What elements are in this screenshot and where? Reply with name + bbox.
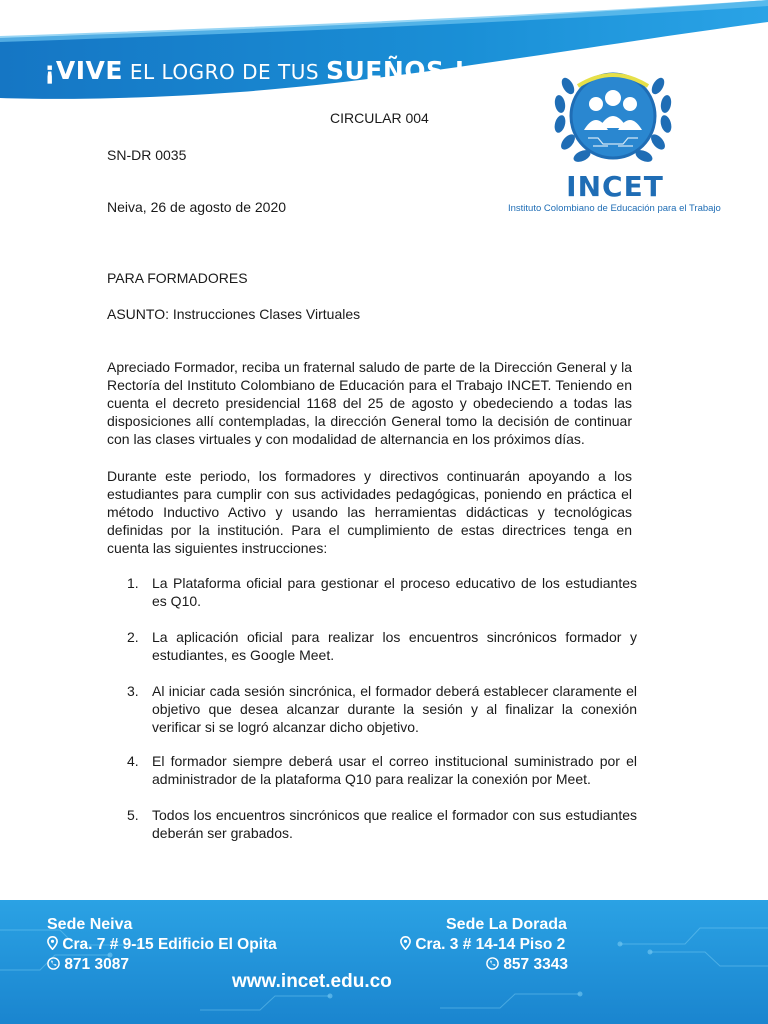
list-item-number: 5. xyxy=(127,807,139,823)
footer-website-link[interactable]: www.incet.edu.co xyxy=(232,971,392,992)
location-pin-icon xyxy=(400,936,411,950)
footer-left-address-row xyxy=(47,936,277,954)
logo-subtitle: Instituto Colombiano de Educación para el Trabajo xyxy=(508,203,721,214)
document-subject: ASUNTO: Instrucciones Clases Virtuales xyxy=(107,306,361,322)
phone-icon xyxy=(47,957,60,970)
document-date: Neiva, 26 de agosto de 2020 xyxy=(107,199,287,215)
footer-left-phone-row xyxy=(47,956,129,974)
incet-logo-emblem xyxy=(548,46,678,174)
list-item-number: 4. xyxy=(127,753,139,769)
footer-right-address: Cra. 3 # 14-14 Piso 2 xyxy=(415,936,566,953)
logo-name: INCET xyxy=(566,170,664,203)
list-item-text: La aplicación oficial para realizar los encuentros sincrónicos formador y estudiantes, es Google Meet. xyxy=(152,629,637,663)
footer-left-address: Cra. 7 # 9-15 Edificio El Opita xyxy=(62,936,277,953)
slogan-suenos: SUEÑOS xyxy=(325,56,445,85)
list-item-number: 2. xyxy=(127,629,139,645)
circular-number: CIRCULAR 004 xyxy=(330,110,429,126)
footer-right-title: Sede La Dorada xyxy=(446,916,567,933)
document-recipients: PARA FORMADORES xyxy=(107,270,248,286)
footer-right-phone-row xyxy=(486,956,568,974)
document-reference: SN-DR 0035 xyxy=(107,147,187,163)
list-item-text: Todos los encuentros sincrónicos que realice el formador con sus estudiantes deberán ser grabados. xyxy=(152,807,637,841)
header-slogan xyxy=(44,56,466,85)
list-item-number: 1. xyxy=(127,575,139,591)
list-item-text: El formador siempre deberá usar el correo institucional suministrado por el administrador de la plataforma Q10 para realizar la conexión por Meet. xyxy=(152,753,637,787)
paragraph-instructions-intro: Durante este periodo, los formadores y directivos continuarán apoyando a los estudiantes para cumplir con sus actividades pedagógicas, poniendo en práctica el método Inductivo Activo y usando las herramientas didácticas y tecnológicas definidas por la institución. Para el cumplimiento de estas directrices tenga en cuenta las siguientes instrucciones: xyxy=(107,468,632,556)
slogan-middle: EL LOGRO DE TUS xyxy=(122,60,326,84)
paragraph-greeting: Apreciado Formador, reciba un fraternal saludo de parte de la Dirección General y la Rectoría del Instituto Colombiano de Educación para el Trabajo INCET. Teniendo en cuenta el decreto presidencial 1168 del 25 de agosto y obedeciendo a todas las disposiciones allí contempladas, la dirección General tomo la decisión de continuar con las clases virtuales y con modalidad de alternancia en los próximos días. xyxy=(107,359,632,447)
footer-right-address-row xyxy=(400,936,565,954)
phone-icon xyxy=(486,957,499,970)
footer-right-phone: 857 3343 xyxy=(503,956,568,973)
list-item-text: Al iniciar cada sesión sincrónica, el formador deberá establecer claramente el objetivo que desea alcanzar durante la sesión y al finalizar la conexión verificar si se logró alcanzar dicho objetivo. xyxy=(152,683,637,735)
list-item-text: La Plataforma oficial para gestionar el proceso educativo de los estudiantes es Q10. xyxy=(152,575,637,609)
slogan-vive: ¡VIVE xyxy=(44,56,123,85)
location-pin-icon xyxy=(47,936,58,950)
footer-left-title: Sede Neiva xyxy=(47,916,133,933)
slogan-end: ! xyxy=(444,56,466,85)
footer-left-phone: 871 3087 xyxy=(64,956,129,973)
list-item-number: 3. xyxy=(127,683,139,699)
